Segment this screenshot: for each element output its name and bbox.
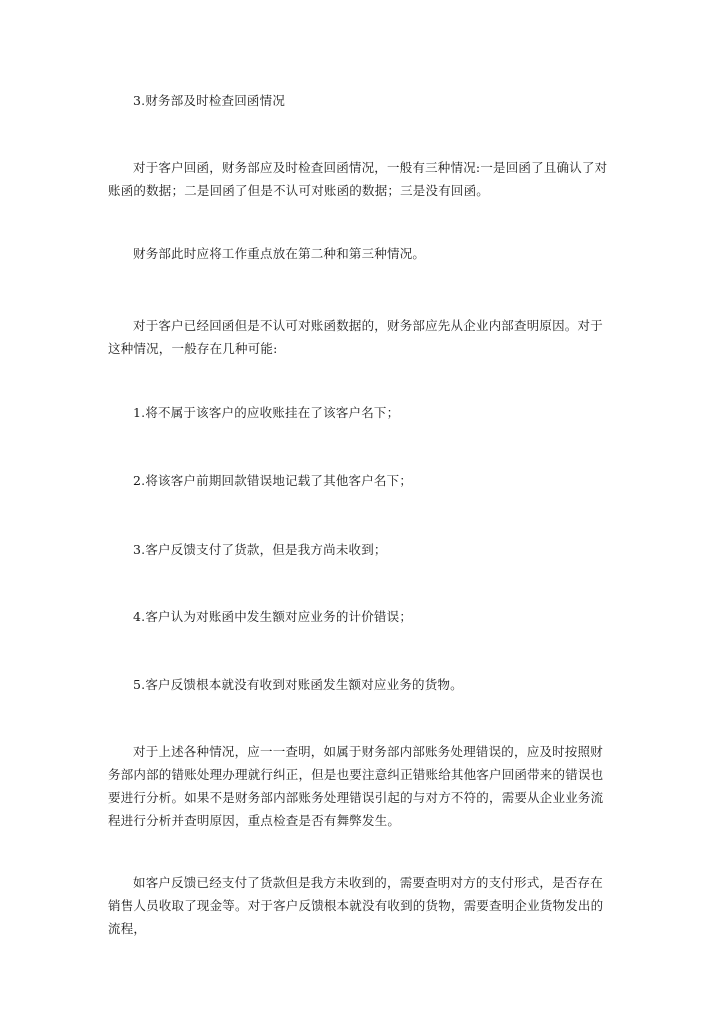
paragraph-reply-check: 对于客户回函，财务部应及时检查回函情况，一般有三种情况:一是回函了且确认了对账函的数据；二是回函了但是不认可对账函的数据；三是没有回函。	[108, 160, 608, 198]
paragraph-not-approved: 对于客户已经回函但是不认可对账函数据的，财务部应先从企业内部查明原因。对于这种情况，一般存在几种可能:	[108, 318, 603, 356]
paragraph-payment-check: 如客户反馈已经支付了货款但是我方未收到的，需要查明对方的支付形式，是否存在销售人员收取了现金等。对于客户反馈根本就没有收到的货物，需要查明企业货物发出的流程，	[108, 875, 604, 936]
list-item: 1.将不属于该客户的应收账挂在了该客户名下；	[133, 405, 400, 420]
section-heading: 3.财务部及时检查回函情况	[133, 93, 286, 108]
list-item: 4.客户认为对账函中发生额对应业务的计价错误；	[133, 609, 413, 624]
list-item: 3.客户反馈支付了货款，但是我方尚未收到；	[133, 542, 387, 557]
paragraph-investigation: 对于上述各种情况，应一一查明，如属于财务部内部账务处理错误的，应及时按照财务部内部的错账处理办理就行纠正，但是也要注意纠正错账给其他客户回函带来的错误也要进行分析。如果不是财务部内部账务处理错误引起的与对方不符的，需要从企业业务流程进行分析并查明原因，重点检查是否有舞弊发生。	[108, 744, 604, 828]
list-item: 5.客户反馈根本就没有收到对账函发生额对应业务的货物。	[133, 677, 463, 692]
paragraph-focus: 财务部此时应将工作重点放在第二种和第三种情况。	[133, 246, 426, 261]
list-item: 2.将该客户前期回款错误地记载了其他客户名下；	[133, 473, 413, 488]
